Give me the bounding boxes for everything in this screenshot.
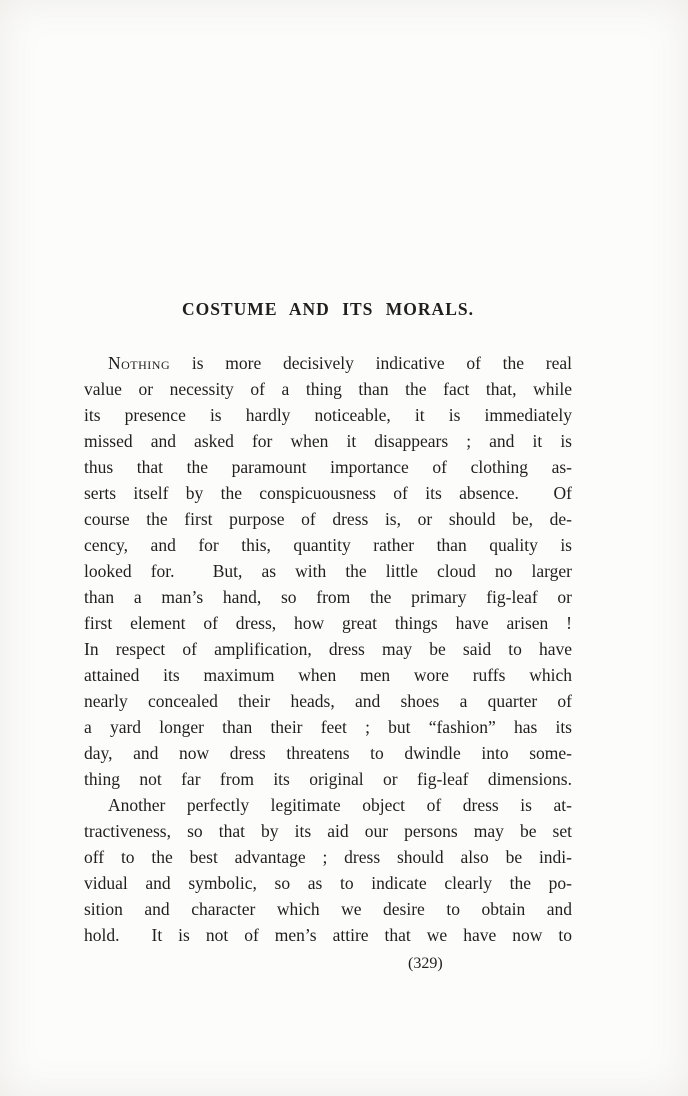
- paragraph-1: [84, 350, 572, 792]
- text-line: tractiveness, so that by its aid our persons may be set: [84, 821, 572, 841]
- text-line: missed and asked for when it disappears ; and it is: [84, 431, 572, 451]
- text-line: serts itself by the conspicuousness of its absence. Of: [84, 483, 572, 503]
- text-line: vidual and symbolic, so as to indicate clearly the po-: [84, 873, 572, 893]
- paragraph-1-lines: [84, 376, 572, 792]
- text-line: than a man’s hand, so from the primary fig-leaf or: [84, 587, 572, 607]
- text-line: attained its maximum when men wore ruffs which: [84, 665, 572, 685]
- text-line: course the first purpose of dress is, or should be, de-: [84, 509, 572, 529]
- page-title: COSTUME AND ITS MORALS.: [182, 299, 474, 319]
- text-line: hold. It is not of men’s attire that we have now to: [84, 925, 572, 945]
- text-line: value or necessity of a thing than the fact that, while: [84, 379, 572, 399]
- text-block: [84, 350, 572, 948]
- paragraph-2-lines: [84, 792, 572, 948]
- text-line: looked for. But, as with the little cloud no larger: [84, 561, 572, 581]
- text-line: off to the best advantage ; dress should also be indi-: [84, 847, 572, 867]
- text-line: sition and character which we desire to obtain and: [84, 899, 572, 919]
- text-line: cency, and for this, quantity rather than quality is: [84, 535, 572, 555]
- page-number: (329): [408, 955, 443, 972]
- text-line: day, and now dress threatens to dwindle into some-: [84, 743, 572, 763]
- paragraph-1-first-line: [84, 350, 572, 376]
- text-line: first element of dress, how great things have arisen !: [84, 613, 572, 633]
- text-line: nearly concealed their heads, and shoes a quarter of: [84, 691, 572, 711]
- lead-word: Nothing: [108, 353, 171, 373]
- paragraph-1-first-line-rest: is more decisively indicative of the real: [170, 353, 572, 373]
- text-line: Another perfectly legitimate object of dress is at-: [108, 795, 572, 815]
- text-line: thus that the paramount importance of clothing as-: [84, 457, 572, 477]
- text-line: In respect of amplification, dress may be said to have: [84, 639, 572, 659]
- text-line: thing not far from its original or fig-leaf dimensions.: [84, 769, 572, 789]
- text-line: a yard longer than their feet ; but “fashion” has its: [84, 717, 572, 737]
- text-line: its presence is hardly noticeable, it is immediately: [84, 405, 572, 425]
- paragraph-2: [84, 792, 572, 948]
